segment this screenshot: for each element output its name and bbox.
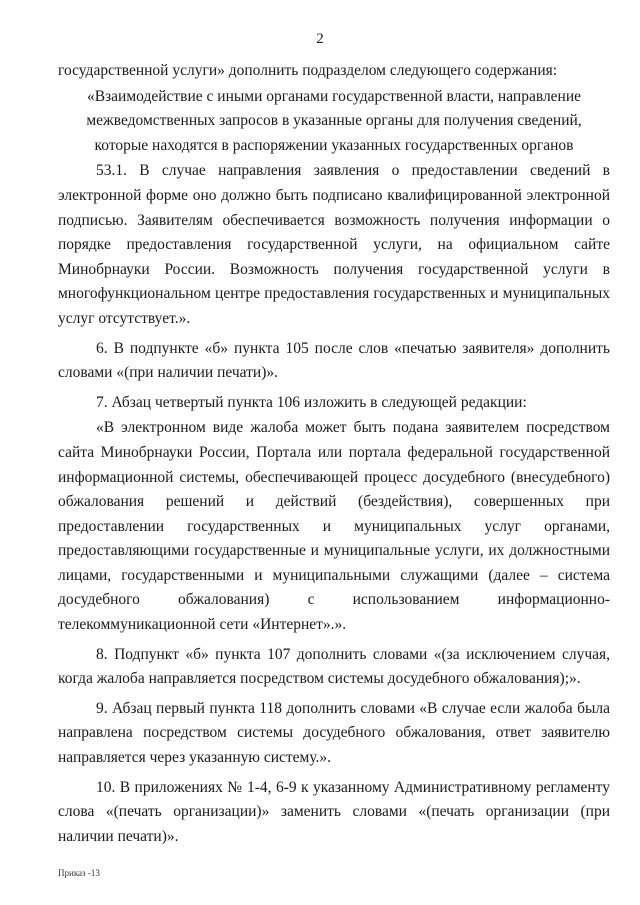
document-body [58, 59, 610, 849]
paragraph-53-1: 53.1. В случае направления заявления о предоставлении сведений в электронной форме оно должно быть подписано квалифицированной электронной подписью. Заявителям обеспечивается возможность получения информации о порядке предоставления государственной услуги, на официальном сайте Минобрнауки России. Возможность получения государственной услуги в многофункциональном центре предоставления государственных и муниципальных услуг отсутствует.». [58, 162, 610, 327]
document-footer: Приказ -13 [58, 868, 100, 878]
paragraph-item-10: 10. В приложениях № 1-4, 6-9 к указанному Административному регламенту слова «(печать организации)» заменить словами «(печать организации (при наличии печати)». [58, 778, 610, 845]
subsection-heading: «Взаимодействие с иными органами государственной власти, направление межведомственных запросов в указанные органы для получения сведений, которые находятся в распоряжении указанных государственных органов [86, 87, 582, 154]
paragraph-item-6: 6. В подпункте «б» пункта 105 после слов «печатью заявителя» дополнить словами «(при наличии печати)». [58, 339, 610, 382]
paragraph-item-9: 9. Абзац первый пункта 118 дополнить словами «В случае если жалоба была направлена посредством системы досудебного обжалования, ответ заявителю направляется через указанную систему.». [58, 699, 610, 767]
paragraph-item-7: 7. Абзац четвертый пункта 106 изложить в следующей редакции: [96, 393, 527, 411]
paragraph-item-8: 8. Подпункт «б» пункта 107 дополнить словами «(за исключением случая, когда жалоба направляется посредством системы досудебного обжалования);». [58, 645, 610, 688]
paragraph-quoted-text: «В электронном виде жалоба может быть подана заявителем посредством сайта Минобрнауки России, Портала или портала федеральной государственной информационной системы, обеспечивающей процесс досудебного (внесудебного) обжалования решений и действий (бездействия), совершенных при предоставлении государственных и муниципальных услуг органами, предоставляющими государственные и муниципальные услуги, их должностными лицами, государственными и муниципальными служащими (далее – система досудебного обжалования) с использованием информационно-телекоммуникационной сети «Интернет».». [58, 419, 610, 634]
page-number: 2 [316, 31, 324, 47]
paragraph-continuation: государственной услуги» дополнить подразделом следующего содержания: [58, 62, 558, 79]
